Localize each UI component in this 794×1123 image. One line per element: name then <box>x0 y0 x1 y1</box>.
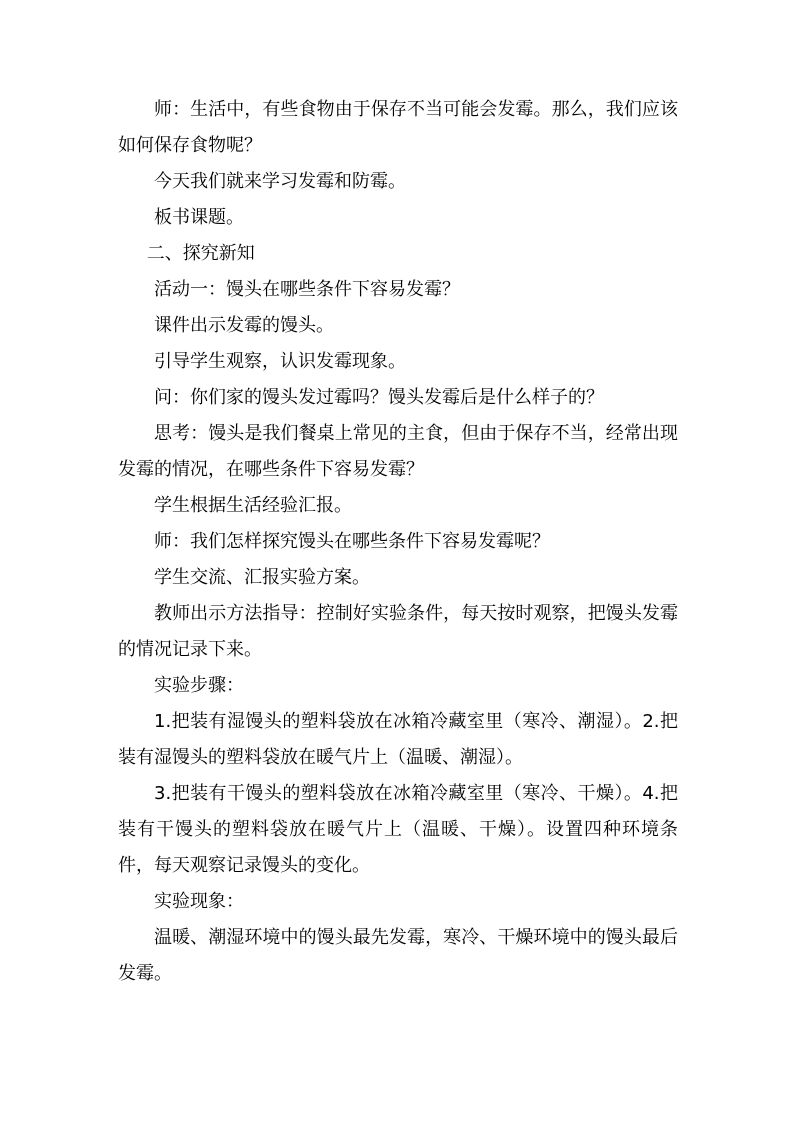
paragraph-teacher-intro: 师：生活中，有些食物由于保存不当可能会发霉。那么，我们应该如何保存食物呢？ <box>118 99 678 156</box>
document-body <box>118 92 678 992</box>
paragraph-steps-3-4: 3.把装有干馒头的塑料袋放在冰箱冷藏室里（寒冷、干燥）。4.把装有干馒头的塑料袋放在暖气片上（温暖、干燥）。设置四种环境条件，每天观察记录馒头的变化。 <box>118 783 678 876</box>
paragraph-method-guide: 教师出示方法指导：控制好实验条件，每天按时观察，把馒头发霉的情况记录下来。 <box>118 603 678 660</box>
paragraph-teacher-question: 师：我们怎样探究馒头在哪些条件下容易发霉呢？ <box>154 531 550 552</box>
paragraph-today-topic: 今天我们就来学习发霉和防霉。 <box>154 171 406 192</box>
paragraph-phenomenon: 温暖、潮湿环境中的馒头最先发霉，寒冷、干燥环境中的馒头最后发霉。 <box>118 927 678 984</box>
paragraph-steps-1-2: 1.把装有湿馒头的塑料袋放在冰箱冷藏室里（寒冷、潮湿）。2.把装有湿馒头的塑料袋放在暖气片上（温暖、潮湿）。 <box>118 711 678 768</box>
paragraph-phenomenon-label: 实验现象： <box>154 891 244 912</box>
paragraph-show-courseware: 课件出示发霉的馒头。 <box>154 315 334 336</box>
paragraph-board-title: 板书课题。 <box>154 207 244 228</box>
paragraph-question: 问：你们家的馒头发过霉吗？馒头发霉后是什么样子的？ <box>154 387 604 408</box>
paragraph-activity-one: 活动一：馒头在哪些条件下容易发霉？ <box>154 279 460 300</box>
paragraph-steps-label: 实验步骤： <box>154 675 244 696</box>
paragraph-student-plan: 学生交流、汇报实验方案。 <box>154 567 370 588</box>
paragraph-guide-observe: 引导学生观察，认识发霉现象。 <box>154 351 406 372</box>
paragraph-think: 思考：馒头是我们餐桌上常见的主食，但由于保存不当，经常出现发霉的情况，在哪些条件下容易发霉？ <box>118 423 678 480</box>
paragraph-student-report: 学生根据生活经验汇报。 <box>154 495 352 516</box>
section-heading-explore: 二、探究新知 <box>146 243 255 264</box>
